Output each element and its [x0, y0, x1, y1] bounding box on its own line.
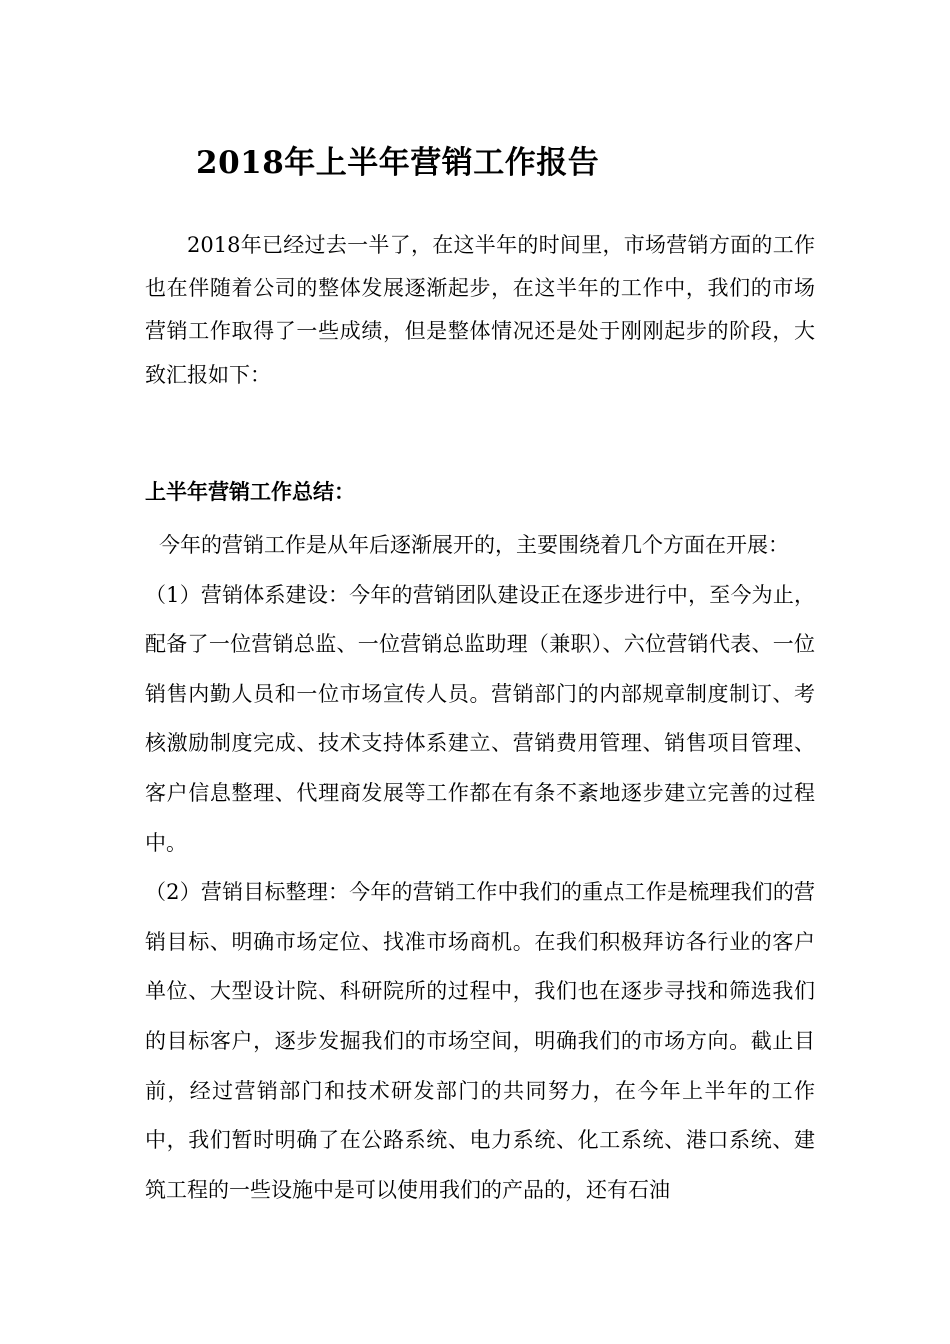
document-title: 2018年上半年营销工作报告 [196, 144, 600, 181]
lead-paragraph: 今年的营销工作是从年后逐渐展开的，主要围绕着几个方面在开展： [159, 533, 789, 557]
section-body [145, 521, 815, 1215]
item-1-paragraph: （1）营销体系建设：今年的营销团队建设正在逐步进行中，至今为止，配备了一位营销总监、一位营销总监助理（兼职）、六位营销代表、一位销售内勤人员和一位市场宣传人员。营销部门的内部规章制度制订、考核激励制度完成、技术支持体系建立、营销费用管理、销售项目管理、客户信息整理、代理商发展等工作都在有条不紊地逐步建立完善的过程中。 [145, 582, 815, 855]
intro-paragraph: 2018年已经过去一半了，在这半年的时间里，市场营销方面的工作也在伴随着公司的整体发展逐渐起步，在这半年的工作中，我们的市场营销工作取得了一些成绩，但是整体情况还是处于刚刚起步的阶段，大致汇报如下： [145, 233, 815, 387]
item-2-paragraph: （2）营销目标整理：今年的营销工作中我们的重点工作是梳理我们的营销目标、明确市场定位、找准市场商机。在我们积极拜访各行业的客户单位、大型设计院、科研院所的过程中，我们也在逐步寻找和筛选我们的目标客户，逐步发掘我们的市场空间，明确我们的市场方向。截止目前，经过营销部门和技术研发部门的共同努力，在今年上半年的工作中，我们暂时明确了在公路系统、电力系统、化工系统、港口系统、建筑工程的一些设施中是可以使用我们的产品的，还有石油 [145, 880, 815, 1202]
section-heading: 上半年营销工作总结： [145, 479, 355, 504]
